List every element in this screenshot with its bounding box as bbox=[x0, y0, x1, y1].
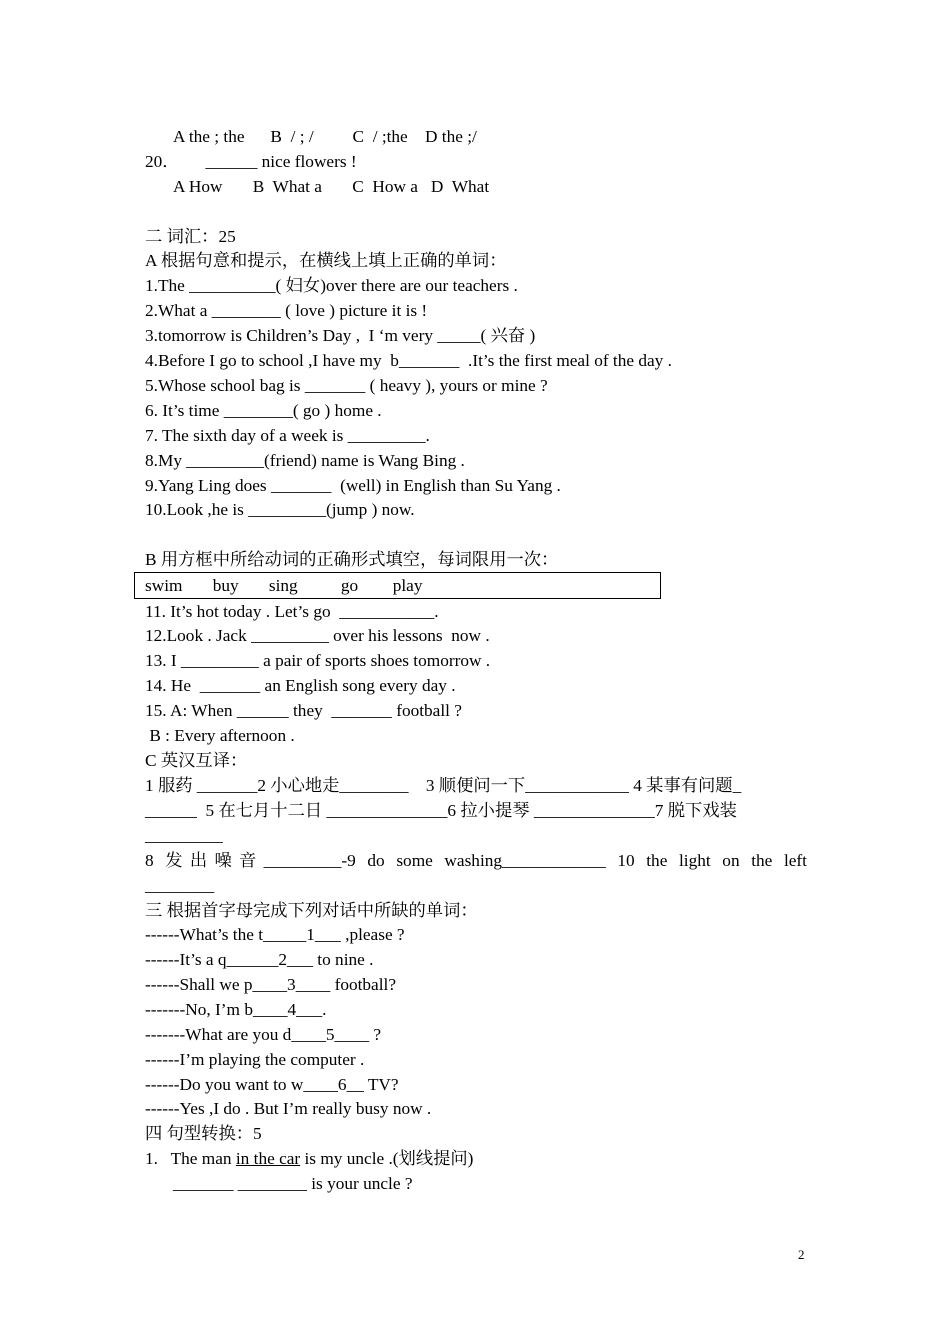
dialogue-line: -------What are you d____5____ ? bbox=[145, 1025, 382, 1044]
s4-question-1 bbox=[145, 1146, 807, 1171]
partB-item: 15. A: When ______ they _______ football ? bbox=[145, 701, 462, 720]
dialogue-line: ------Shall we p____3____ football? bbox=[145, 975, 396, 994]
s4-q1-pre: 1. The man bbox=[145, 1149, 236, 1168]
q20-stem: 20． ______ nice flowers ! bbox=[145, 152, 357, 171]
partA-item: 4.Before I go to school ,I have my b_______ .It’s the first meal of the day . bbox=[145, 351, 672, 370]
partB-item: 12.Look . Jack _________ over his lessons now . bbox=[145, 626, 490, 645]
partA-item: 1.The __________( 妇女)over there are our teachers . bbox=[145, 276, 518, 295]
s4-q1-answer: _______ ________ is your uncle ? bbox=[173, 1174, 413, 1193]
dialogue-line: ------Yes ,I do . But I’m really busy now . bbox=[145, 1099, 432, 1118]
partC-line: ______ 5 在七月十二日 ______________6 拉小提琴 ______________7 脱下戏装 bbox=[145, 801, 737, 820]
partB-item: 14. He _______ an English song every day . bbox=[145, 676, 456, 695]
partA-item: 7. The sixth day of a week is _________. bbox=[145, 426, 430, 445]
partA-item: 6. It’s time ________( go ) home . bbox=[145, 401, 382, 420]
q20-options: A How B What a C How a D What bbox=[173, 177, 490, 196]
partA-item: 3.tomorrow is Children’s Day , I ‘m very _____( 兴奋 ) bbox=[145, 326, 536, 345]
partA-instruction: A 根据句意和提示，在横线上填上正确的单词： bbox=[145, 251, 507, 270]
partC-line: ________ bbox=[145, 876, 215, 895]
dialogue-line: -------No, I’m b____4___. bbox=[145, 1000, 327, 1019]
s4-q1-post: is my uncle .(划线提问) bbox=[300, 1149, 474, 1168]
partC-instruction: C 英汉互译： bbox=[145, 751, 248, 770]
dialogue-line: ------Do you want to w____6__ TV? bbox=[145, 1075, 399, 1094]
q19-options: A the ; the B / ; / C / ;the D the ;/ bbox=[173, 127, 477, 146]
s4-q1-underlined: in the car bbox=[235, 1149, 301, 1168]
partB-item: B : Every afternoon . bbox=[145, 726, 295, 745]
word-box-words: swim buy sing go play bbox=[145, 576, 423, 595]
partA-item: 10.Look ,he is _________(jump ) now. bbox=[145, 500, 415, 519]
partC-line: 8 发出噪音_________-9 do some washing____________ 10 the light on the left bbox=[145, 851, 807, 870]
partA-item: 8.My _________(friend) name is Wang Bing . bbox=[145, 451, 465, 470]
section3-title: 三 根据首字母完成下列对话中所缺的单词： bbox=[145, 901, 478, 920]
partA-item: 2.What a ________ ( love ) picture it is ! bbox=[145, 301, 428, 320]
dialogue-line: ------It’s a q______2___ to nine . bbox=[145, 950, 374, 969]
partB-item: 13. I _________ a pair of sports shoes tomorrow . bbox=[145, 651, 491, 670]
section4-title: 四 句型转换：5 bbox=[145, 1124, 262, 1143]
page-number: 2 bbox=[798, 1247, 805, 1262]
partC-line: _________ bbox=[145, 826, 223, 845]
partA-item: 9.Yang Ling does _______ (well) in English than Su Yang . bbox=[145, 476, 561, 495]
dialogue-line: ------What’s the t_____1___ ,please ? bbox=[145, 925, 405, 944]
section2-title: 二 词汇：25 bbox=[145, 227, 236, 246]
partA-item: 5.Whose school bag is _______ ( heavy ), yours or mine ? bbox=[145, 376, 548, 395]
dialogue-line: ------I’m playing the computer . bbox=[145, 1050, 365, 1069]
partC-line: 1 服药 _______2 小心地走________ 3 顺便问一下____________ 4 某事有问题_ bbox=[145, 776, 742, 795]
partB-item: 11. It’s hot today . Let’s go ___________. bbox=[145, 602, 439, 621]
partB-instruction: B 用方框中所给动词的正确形式填空，每词限用一次： bbox=[145, 550, 559, 569]
